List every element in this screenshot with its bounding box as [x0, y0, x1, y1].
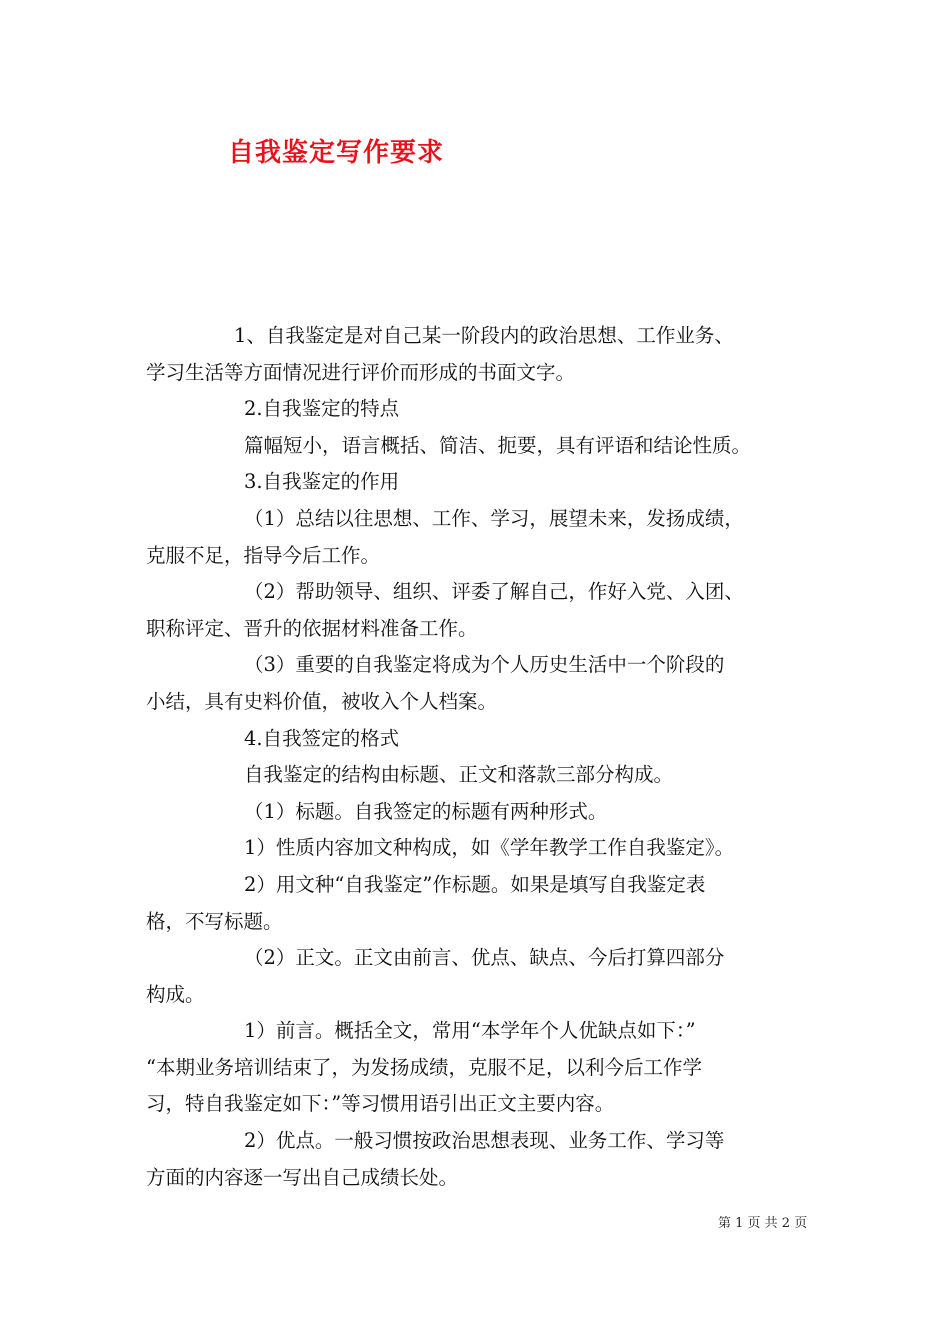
paragraph-line: 学习生活等方面情况进行评价而形成的书面文字。	[146, 360, 576, 384]
paragraph-line: （2）帮助领导、组织、评委了解自己，作好入党、入团、	[244, 580, 744, 604]
paragraph-line: 方面的内容逐一写出自己成绩长处。	[146, 1165, 459, 1189]
paragraph-line: （1）总结以往思想、工作、学习，展望未来，发扬成绩，	[244, 506, 744, 530]
paragraph-line: 格，不写标题。	[146, 909, 283, 933]
paragraph-line: 克服不足，指导今后工作。	[146, 543, 381, 567]
paragraph-line: 1）前言。概括全文，常用“本学年个人优缺点如下：”	[244, 1019, 696, 1043]
paragraph-line: 篇幅短小，语言概括、简洁、扼要，具有评语和结论性质。	[244, 433, 752, 457]
paragraph-line: 1）性质内容加文种构成，如《学年教学工作自我鉴定》。	[244, 836, 735, 860]
page-footer: 第 1 页 共 2 页	[718, 1216, 808, 1231]
document-title: 自我鉴定写作要求	[228, 138, 445, 168]
paragraph-line: 2.自我鉴定的特点	[244, 397, 400, 421]
paragraph-line: （1）标题。自我签定的标题有两种形式。	[244, 799, 608, 823]
paragraph-line: 小结，具有史料价值，被收入个人档案。	[146, 689, 498, 713]
document-body	[146, 318, 812, 1196]
paragraph-line: “本期业务培训结束了，为发扬成绩，克服不足，以利今后工作学	[146, 1055, 702, 1079]
paragraph-line: 3.自我鉴定的作用	[244, 470, 400, 494]
paragraph-line: 2）优点。一般习惯按政治思想表现、业务工作、学习等	[244, 1129, 725, 1153]
paragraph-line: 2）用文种“自我鉴定”作标题。如果是填写自我鉴定表	[244, 872, 706, 896]
paragraph-line: 4.自我签定的格式	[244, 726, 400, 750]
paragraph-line: （2）正文。正文由前言、优点、缺点、今后打算四部分	[244, 946, 725, 970]
paragraph-line: 1、自我鉴定是对自己某一阶段内的政治思想、工作业务、	[234, 324, 734, 347]
paragraph-line: （3）重要的自我鉴定将成为个人历史生活中一个阶段的	[244, 653, 725, 677]
paragraph-line: 自我鉴定的结构由标题、正文和落款三部分构成。	[244, 763, 674, 787]
paragraph-line: 习，特自我鉴定如下：”等习惯用语引出正文主要内容。	[146, 1092, 615, 1116]
paragraph-line: 职称评定、晋升的依据材料准备工作。	[146, 616, 478, 640]
paragraph-line: 构成。	[146, 982, 205, 1006]
